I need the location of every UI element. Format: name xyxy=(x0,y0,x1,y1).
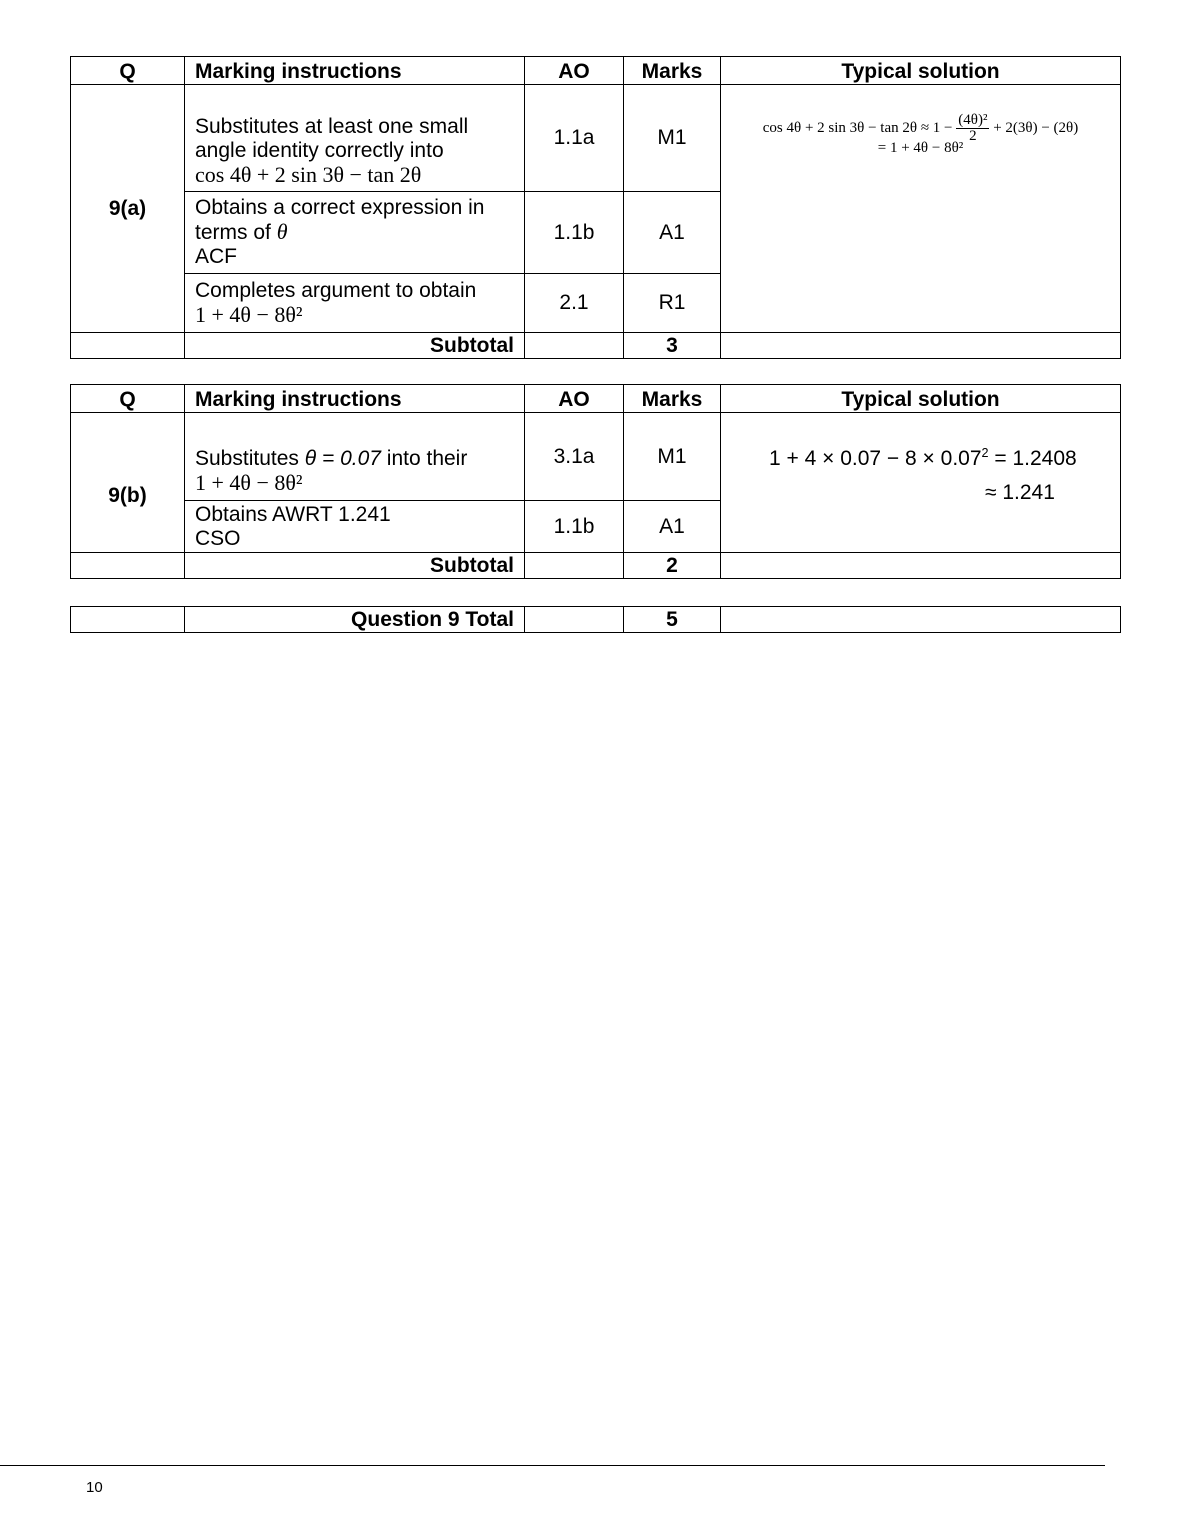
mark-cell: R1 xyxy=(624,274,721,333)
solution-line-1 xyxy=(731,446,1110,471)
empty-cell xyxy=(721,553,1121,579)
marking-table-9a xyxy=(70,56,1121,359)
ao-cell: 1.1b xyxy=(525,192,624,274)
subtotal-label: Subtotal xyxy=(185,333,525,359)
typical-solution-cell xyxy=(721,413,1121,553)
instruction-prefix: Substitutes xyxy=(195,446,299,470)
question-label: 9(b) xyxy=(71,413,185,553)
typical-solution-cell xyxy=(721,85,1121,333)
empty-cell xyxy=(721,333,1121,359)
question-total-table xyxy=(70,606,1121,633)
header-marks: Marks xyxy=(624,57,721,85)
fraction-denominator: 2 xyxy=(969,128,977,144)
instruction-cell xyxy=(185,192,525,274)
subtotal-value: 2 xyxy=(624,553,721,579)
ao-cell: 1.1b xyxy=(525,501,624,553)
total-row xyxy=(71,607,1121,633)
mark-cell: A1 xyxy=(624,192,721,274)
question-total-value: 5 xyxy=(624,607,721,633)
empty-cell xyxy=(71,553,185,579)
footer-divider xyxy=(0,1465,1105,1466)
header-marking-instructions: Marking instructions xyxy=(185,385,525,413)
instruction-suffix: into their xyxy=(386,446,468,470)
header-typical-solution: Typical solution xyxy=(721,57,1121,85)
instruction-text: Obtains a correct expression in xyxy=(195,196,485,219)
ao-cell: 3.1a xyxy=(525,413,624,501)
subtotal-row xyxy=(71,333,1121,359)
header-marking-instructions: Marking instructions xyxy=(185,57,525,85)
table-row xyxy=(71,85,1121,192)
empty-cell xyxy=(525,333,624,359)
theta-symbol: θ xyxy=(276,219,288,244)
marking-table-9b xyxy=(70,384,1121,579)
question-label: 9(a) xyxy=(71,85,185,333)
instruction-text: Obtains AWRT 1.241 xyxy=(195,502,391,526)
instruction-text xyxy=(195,447,514,471)
fraction-numerator: (4θ)² xyxy=(958,112,988,128)
solution-line-2: = 1 + 4θ − 8θ² xyxy=(877,140,964,156)
instruction-cell xyxy=(185,274,525,333)
question-total-label: Question 9 Total xyxy=(185,607,525,633)
empty-cell xyxy=(721,607,1121,633)
ao-cell: 2.1 xyxy=(525,274,624,333)
math-expression: cos 4θ + 2 sin 3θ − tan 2θ xyxy=(195,162,422,187)
subtotal-value: 3 xyxy=(624,333,721,359)
instruction-cell xyxy=(185,501,525,553)
header-q: Q xyxy=(71,385,185,413)
solution-line-2: ≈ 1.241 xyxy=(985,481,1055,504)
empty-cell xyxy=(525,553,624,579)
header-q: Q xyxy=(71,57,185,85)
instruction-prefix: terms of xyxy=(195,221,271,244)
mark-cell: M1 xyxy=(624,85,721,192)
subtotal-row xyxy=(71,553,1121,579)
empty-cell xyxy=(71,607,185,633)
solution-lhs: cos 4θ + 2 sin 3θ − tan 2θ ≈ 1 − xyxy=(762,119,953,136)
header-marks: Marks xyxy=(624,385,721,413)
ao-cell: 1.1a xyxy=(525,85,624,192)
instruction-text: Completes argument to obtain xyxy=(195,279,477,302)
table-row xyxy=(71,413,1121,501)
header-ao: AO xyxy=(525,385,624,413)
instruction-text: Substitutes at least one small xyxy=(195,115,469,138)
header-row xyxy=(71,57,1121,85)
instruction-cell xyxy=(185,85,525,192)
math-expression: 1 + 4θ − 8θ² xyxy=(195,302,303,327)
instruction-cell xyxy=(185,413,525,501)
solution-rhs: + 2(3θ) − (2θ) xyxy=(993,119,1079,136)
mark-cell: M1 xyxy=(624,413,721,501)
solution-expression: 1 + 4 × 0.07 − 8 × 0.07 xyxy=(769,447,982,470)
empty-cell xyxy=(71,333,185,359)
instruction-text: angle identity correctly into xyxy=(195,139,444,162)
header-row xyxy=(71,385,1121,413)
page-number: 10 xyxy=(86,1479,103,1496)
solution-result: = 1.2408 xyxy=(994,447,1077,470)
mark-cell: A1 xyxy=(624,501,721,553)
header-ao: AO xyxy=(525,57,624,85)
solution-exponent: 2 xyxy=(981,446,989,460)
instruction-text: CSO xyxy=(195,526,241,550)
math-expression: 1 + 4θ − 8θ² xyxy=(195,469,303,495)
subtotal-label: Subtotal xyxy=(185,553,525,579)
header-typical-solution: Typical solution xyxy=(721,385,1121,413)
empty-cell xyxy=(525,607,624,633)
instruction-text: ACF xyxy=(195,245,237,268)
theta-substitution: θ = 0.07 xyxy=(304,446,381,470)
instruction-text xyxy=(195,220,514,245)
